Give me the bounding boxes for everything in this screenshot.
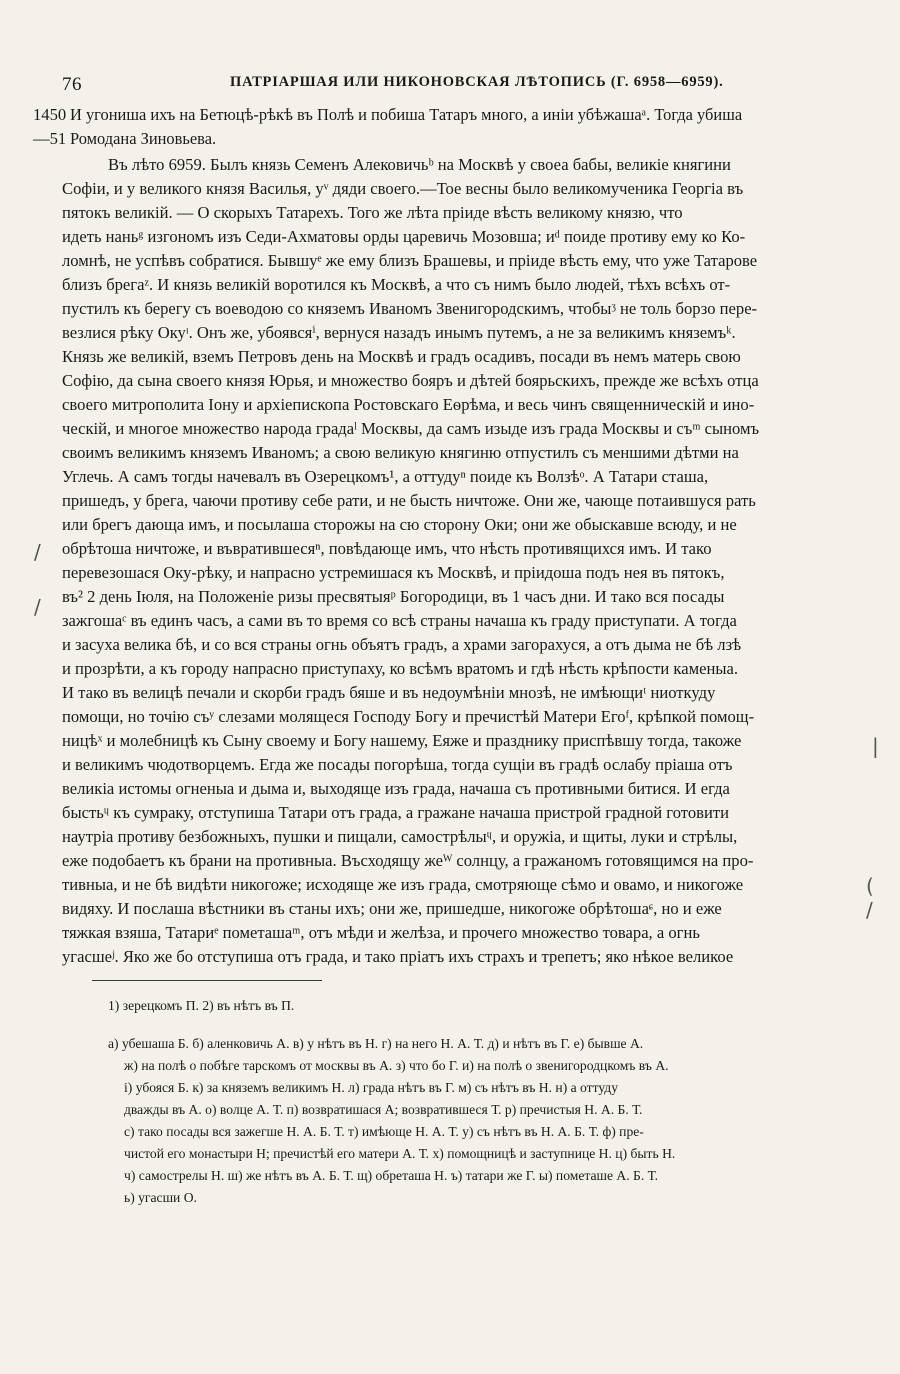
text-line: Ромодана Зиновьева.	[70, 129, 217, 148]
text-line: Софіи, и у великого князя Василья, уᵛ дяди своего.—Тое весны было великомученика Георгіа въ	[62, 179, 744, 198]
text-line: Софію, да сына своего князя Юрья, и множество бояръ и дѣтей боярьскихъ, прежде же всѣхъ отца	[62, 371, 759, 390]
margin-year-bottom: —51	[33, 129, 67, 148]
text-line: и великимъ чюдотворцемъ. Егда же посады погорѣша, тогда сущіи въ градѣ ослабу пріаша отъ	[62, 755, 733, 774]
text-line: идеть наньᵍ изгономъ изъ Седи-Ахматовы орды царевичь Мозовша; иᵈ поиде противу ему ко Ко-	[62, 227, 746, 246]
margin-mark: |	[872, 734, 879, 758]
text-line: тяжкая взяша, Татариᵉ пометашаᵐ, отъ мѣди и желѣза, и прочего множество товара, а огнь	[62, 923, 700, 942]
text-line: зажгошаᶜ въ единъ часъ, а сами въ то время со всѣ страны начаша къ граду приступати. А тогда	[62, 611, 737, 630]
running-title: ПАТРІАРШАЯ ИЛИ НИКОНОВСКАЯ ЛѢТОПИСЬ (Г. 6958—6959).	[230, 74, 724, 90]
text-line: угасшеʲ. Яко же бо отступиша отъ града, и тако пріатъ ихъ страхъ и трепетъ; яко нѣкое великое	[62, 947, 734, 966]
text-line: видяху. И послаша вѣстники въ станы ихъ; они же, пришедше, никогоже обрѣтошаᶝ, но и еже	[62, 899, 722, 918]
text-line: ломнѣ, не успѣвъ собратися. Бывшуᵉ же ему близъ Брашевы, и пріиде вѣсть ему, что уже Татарове	[62, 251, 758, 270]
margin-year-top: 1450	[33, 105, 67, 124]
footnote-line: дважды въ А. о) волце А. Т. п) возвратишася А; возвратившеся Т. р) пречистыя Н. А. Б. Т.	[124, 1102, 643, 1117]
footnote-line: с) тако посады вся зажегше Н. А. Б. Т. т) имѣюще Н. А. Т. у) съ нѣтъ въ Н. А. Б. Т. ф) пре-	[124, 1124, 644, 1139]
text-line: И тако въ велицѣ печали и скорби градъ бяше и въ недоумѣніи мнозѣ, не имѣющиᵗ ниоткуду	[62, 683, 716, 702]
text-line: обрѣтоша ничтоже, и въвратившесяⁿ, повѣдающе имъ, что нѣсть противящихся имъ. И тако	[62, 539, 712, 558]
text-line: и прозрѣти, а къ городу напрасно приступаху, ко всѣмъ вратомъ и гдѣ нѣсть крѣпости каменыа.	[62, 659, 738, 678]
footnote-line: ж) на полѣ о побѣге тарскомъ от москвы въ А. з) что бо Г. и) на полѣ о звенигородцкомъ въ А.	[124, 1058, 669, 1073]
footnote-line: і) убояся Б. к) за княземъ великимъ Н. л) града нѣтъ въ Г. м) съ нѣтъ въ Н. н) а оттуду	[124, 1080, 619, 1095]
margin-mark: /	[34, 595, 41, 619]
text-line: везлися рѣку Окуᶦ. Онъ же, убоявсяⁱ, вернуся назадъ инымъ путемъ, а не за великимъ княземъᵏ.	[62, 323, 736, 342]
text-line: или брегъ дающа имъ, и посылаша сторожы на сю сторону Оки; они же обыскавше всюду, и не	[62, 515, 737, 534]
text-line: помощи, но точію съʸ слезами молящеся Господу Богу и пречистѣй Матери Егоᶠ, крѣпкой помощ-	[62, 707, 755, 726]
page-number: 76	[62, 74, 82, 95]
margin-mark: (	[866, 874, 874, 898]
text-line: Въ лѣто 6959. Былъ князь Семенъ Алековичьᵇ на Москвѣ у своеа бабы, великіе княгини	[108, 155, 731, 174]
footnote-line: а) убешаша Б. б) аленковичь А. в) у нѣтъ въ Н. г) на него Н. А. Т. д) и нѣтъ въ Г. е) бывше А.	[108, 1036, 644, 1051]
text-line: пятокъ великій. — О скорыхъ Татарехъ. Того же лѣта пріиде вѣсть великому князю, что	[62, 203, 683, 222]
margin-mark: /	[34, 540, 41, 564]
text-line: своимъ великимъ княземъ Иваномъ; а свою великую княгиню отпустилъ съ меншими дѣтми на	[62, 443, 739, 462]
footnote-line: ч) самострелы Н. ш) же нѣтъ въ А. Б. Т. щ) обреташа Н. ъ) татари же Г. ы) пометаше А. Б. Т.	[124, 1168, 658, 1183]
text-line: въ² 2 день Іюля, на Положеніе ризы пресвятыяᵖ Богородици, въ 1 часъ дни. И тако вся посады	[62, 587, 725, 606]
text-line: своего митрополита Іону и архіепископа Ростовскаго Еѳрѣма, и весь чинъ священническій и ино-	[62, 395, 755, 414]
text-line: быстьᶣ къ сумраку, отступиша Татари отъ града, а гражане начаша пристрой градной готовити	[62, 803, 729, 822]
margin-mark: /	[866, 898, 873, 922]
text-line: и засуха велика бѣ, и со вся страны огнь объятъ градъ, а храми загорахуся, а отъ дыма не бѣ лзѣ	[62, 635, 742, 654]
text-line: еже подобаетъ къ брани на противныа. Въсходящу жеᵂ солнцу, а гражаномъ готовящимся на про-	[62, 851, 754, 870]
text-line: великіа истомы огненыа и дыма и, выходяще изъ града, начаша съ противными битися. И егда	[62, 779, 730, 798]
text-line: И угониша ихъ на Бетюцѣ-рѣкѣ въ Полѣ и побиша Татаръ много, а иніи убѣжашаᵃ. Тогда убиша	[70, 105, 743, 124]
footnote-line: чистой его монастыри Н; пречистѣй его матери А. Т. х) помощницѣ и заступнице Н. ц) быть Н.	[124, 1146, 676, 1161]
footnote-line: ь) угасши О.	[124, 1190, 197, 1205]
text-line: Князь же великій, вземъ Петровъ день на Москвѣ и градъ осадивъ, посади въ немъ матерь свою	[62, 347, 741, 366]
text-line: пришедъ, у брега, чаючи противу себе рати, и не бысть ничтоже. Они же, чающе потаившуся рать	[62, 491, 756, 510]
text-line: перевезошася Оку-рѣку, и напрасно устремишася къ Москвѣ, и пріидоша подъ нея въ пятокъ,	[62, 563, 725, 582]
text-line: наутріа противу безбожныхъ, пушки и пищали, самострѣлыᶣ, и оружіа, и щиты, луки и стрѣлы,	[62, 827, 738, 846]
footnote-rule	[92, 980, 322, 981]
numeric-footnotes: 1) зерецкомъ П. 2) въ нѣтъ въ П.	[108, 998, 295, 1013]
text-line: пустилъ къ берегу съ воеводою со княземъ Иваномъ Звенигородскимъ, чтобыᶾ не толь борзо пере-	[62, 299, 758, 318]
text-line: ницѣˣ и молебницѣ къ Сыну своему и Богу нашему, Еяже и празднику приспѣвшу тогда, такоже	[62, 731, 742, 750]
text-line: близъ брегаᶻ. И князь великій воротился къ Москвѣ, а что съ нимъ было людей, тѣхъ всѣхъ от-	[62, 275, 731, 294]
text-line: Углечь. А самъ тогды начевалъ въ Озерецкомъ¹, а оттудуⁿ поиде къ Волзѣᵒ. А Татари сташа,	[62, 467, 709, 486]
text-line: тивныа, и не бѣ видѣти никогоже; исходяще же изъ града, смотряюще сѣмо и овамо, и никогоже	[62, 875, 744, 894]
text-line: ческій, и многое множество народа градаˡ Москвы, да самъ изыде изъ града Москвы и съᵐ сыномъ	[62, 419, 760, 438]
